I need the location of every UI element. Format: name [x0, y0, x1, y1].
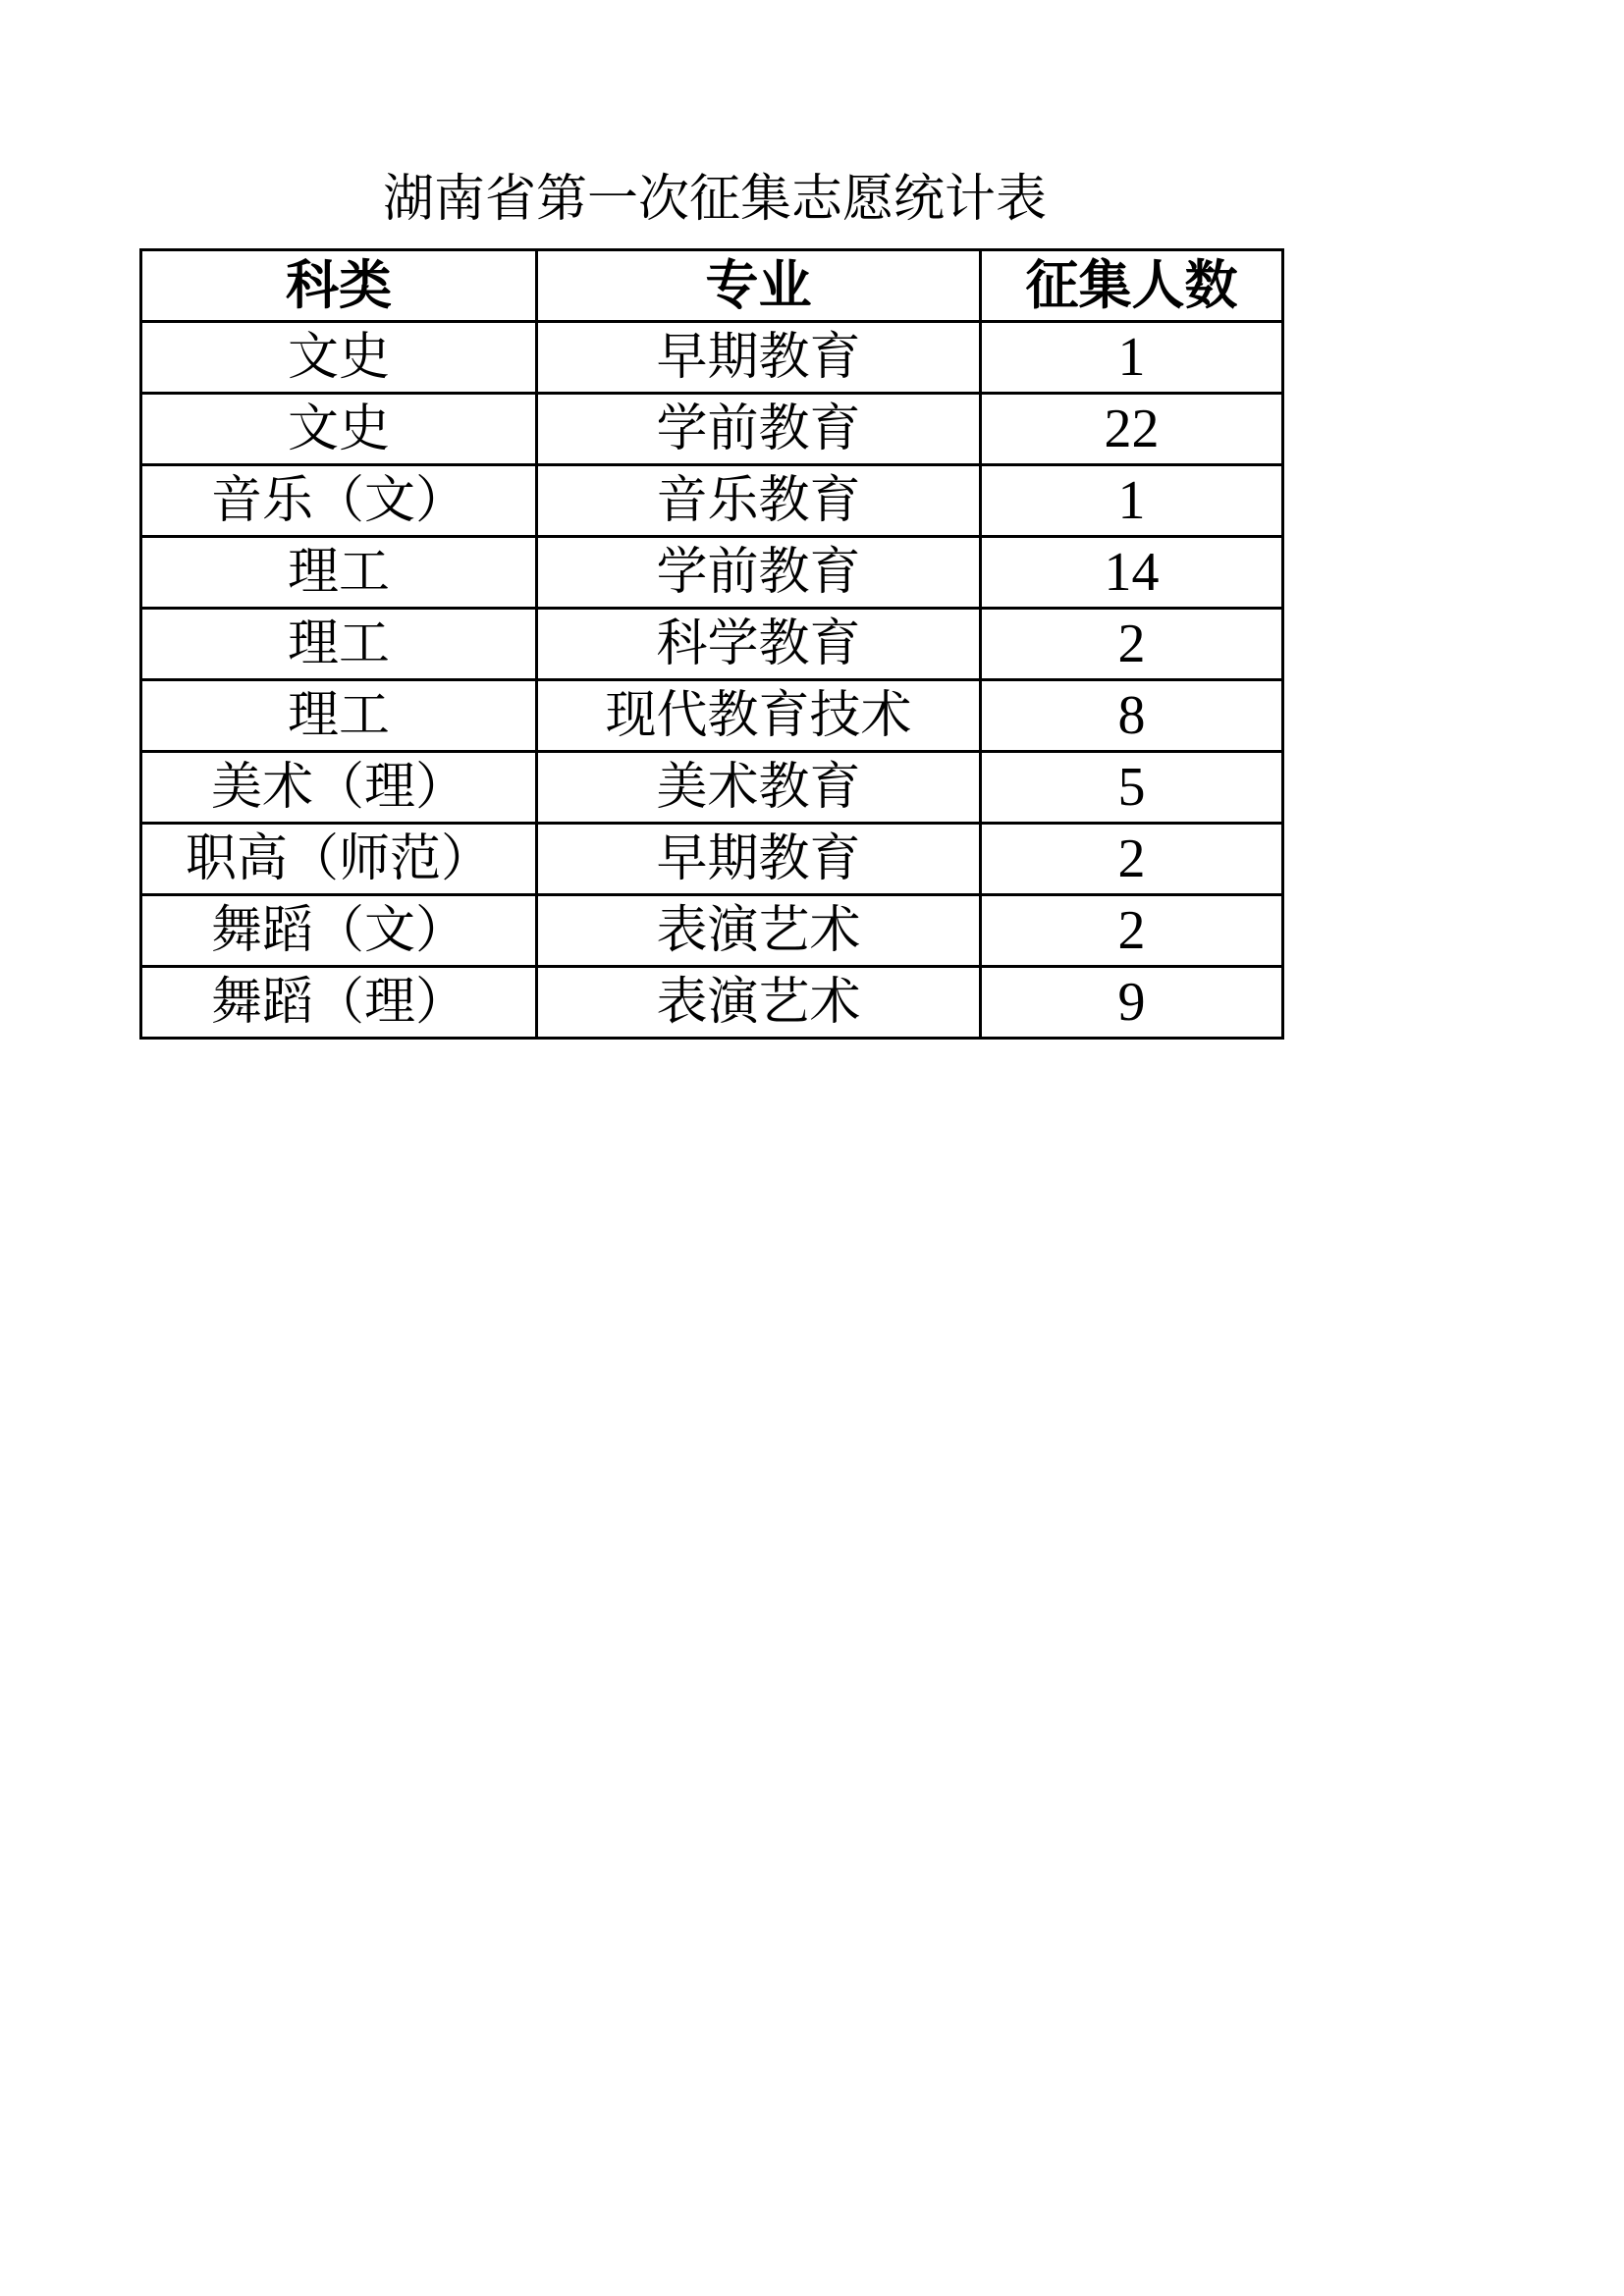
- category-cell: 理工: [141, 609, 537, 680]
- count-cell: 2: [981, 895, 1283, 967]
- count-cell: 14: [981, 537, 1283, 609]
- table-row: [141, 967, 1283, 1039]
- major-cell: 现代教育技术: [537, 680, 981, 752]
- count-cell: 8: [981, 680, 1283, 752]
- count-cell: 1: [981, 322, 1283, 394]
- table-row: [141, 394, 1283, 465]
- table-row: [141, 824, 1283, 895]
- count-cell: 5: [981, 752, 1283, 824]
- count-cell: 2: [981, 824, 1283, 895]
- table-row: [141, 537, 1283, 609]
- category-cell: 音乐（文）: [141, 465, 537, 537]
- category-cell: 理工: [141, 680, 537, 752]
- category-cell: 文史: [141, 394, 537, 465]
- enrollment-stats-table: [139, 248, 1284, 1040]
- major-cell: 表演艺术: [537, 895, 981, 967]
- column-header-category: 科类: [141, 250, 537, 322]
- category-cell: 美术（理）: [141, 752, 537, 824]
- category-cell: 文史: [141, 322, 537, 394]
- category-cell: 舞蹈（理）: [141, 967, 537, 1039]
- column-header-major: 专业: [537, 250, 981, 322]
- major-cell: 学前教育: [537, 394, 981, 465]
- count-cell: 22: [981, 394, 1283, 465]
- category-cell: 理工: [141, 537, 537, 609]
- major-cell: 早期教育: [537, 824, 981, 895]
- major-cell: 早期教育: [537, 322, 981, 394]
- major-cell: 表演艺术: [537, 967, 981, 1039]
- count-cell: 1: [981, 465, 1283, 537]
- count-cell: 2: [981, 609, 1283, 680]
- table-row: [141, 609, 1283, 680]
- table-row: [141, 895, 1283, 967]
- table-row: [141, 752, 1283, 824]
- major-cell: 美术教育: [537, 752, 981, 824]
- count-cell: 9: [981, 967, 1283, 1039]
- major-cell: 音乐教育: [537, 465, 981, 537]
- table-header-row: [141, 250, 1283, 322]
- table-row: [141, 322, 1283, 394]
- table-row: [141, 465, 1283, 537]
- column-header-count: 征集人数: [981, 250, 1283, 322]
- major-cell: 科学教育: [537, 609, 981, 680]
- document-title: 湖南省第一次征集志愿统计表: [382, 170, 1047, 229]
- category-cell: 舞蹈（文）: [141, 895, 537, 967]
- category-cell: 职高（师范）: [141, 824, 537, 895]
- table-row: [141, 680, 1283, 752]
- major-cell: 学前教育: [537, 537, 981, 609]
